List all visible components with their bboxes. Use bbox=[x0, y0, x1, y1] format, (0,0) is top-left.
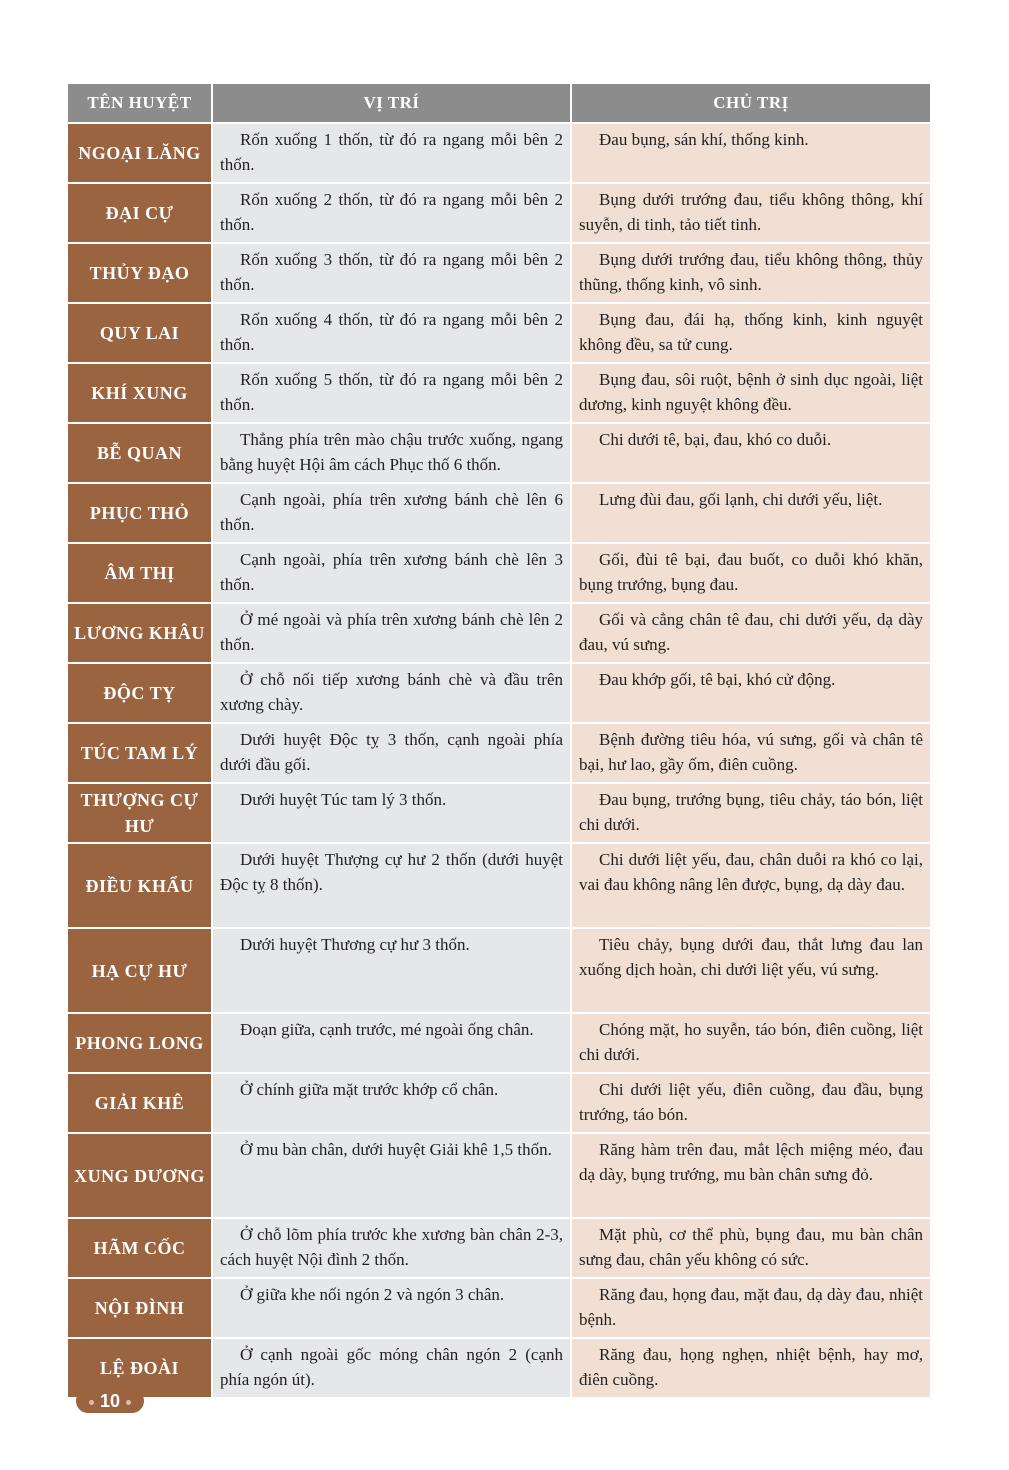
treatment-text: Chi dưới liệt yếu, điên cuồng, đau đầu, bụng trướng, táo bón. bbox=[579, 1080, 923, 1124]
acupoint-treatment bbox=[571, 243, 930, 303]
acupoint-location bbox=[212, 1338, 571, 1397]
location-text: Ở mu bàn chân, dưới huyệt Giải khê 1,5 thốn. bbox=[240, 1140, 552, 1159]
table-row bbox=[68, 1013, 930, 1073]
treatment-text: Mặt phù, cơ thể phù, bụng đau, mu bàn chân sưng đau, chân yếu không có sức. bbox=[579, 1225, 923, 1269]
acupoint-location bbox=[212, 183, 571, 243]
acupoint-name: NGOẠI LĂNG bbox=[68, 123, 212, 183]
location-text: Ở mé ngoài và phía trên xương bánh chè lên 2 thốn. bbox=[220, 610, 563, 654]
table-row bbox=[68, 543, 930, 603]
acupoint-treatment bbox=[571, 928, 930, 1013]
acupoint-location bbox=[212, 303, 571, 363]
acupoint-location bbox=[212, 483, 571, 543]
treatment-text: Răng hàm trên đau, mắt lệch miệng méo, đau dạ dày, bụng trướng, mu bàn chân sưng đỏ. bbox=[579, 1140, 923, 1184]
page-number: 10 bbox=[99, 1391, 121, 1411]
treatment-text: Chi dưới tê, bại, đau, khó co duỗi. bbox=[599, 430, 832, 449]
location-text: Ở chỗ nối tiếp xương bánh chè và đầu trên xương chày. bbox=[220, 670, 563, 714]
acupoint-location bbox=[212, 603, 571, 663]
acupoint-name: THỦY ĐẠO bbox=[68, 243, 212, 303]
dot-icon bbox=[89, 1400, 94, 1405]
header-treatment: CHỦ TRỊ bbox=[571, 84, 930, 123]
header-name: TÊN HUYỆT bbox=[68, 84, 212, 123]
acupoint-name: THƯỢNG CỰ HƯ bbox=[68, 783, 212, 843]
table-row bbox=[68, 928, 930, 1013]
acupoint-location bbox=[212, 363, 571, 423]
treatment-text: Chóng mặt, ho suyễn, táo bón, điên cuồng, liệt chi dưới. bbox=[579, 1020, 923, 1064]
acupoint-name: LỆ ĐOÀI bbox=[68, 1338, 212, 1397]
table-row bbox=[68, 1133, 930, 1218]
acupoint-location bbox=[212, 1013, 571, 1073]
location-text: Rốn xuống 1 thốn, từ đó ra ngang mỗi bên 2 thốn. bbox=[220, 130, 563, 174]
table-row bbox=[68, 243, 930, 303]
acupoint-name: GIẢI KHÊ bbox=[68, 1073, 212, 1133]
acupoint-treatment bbox=[571, 123, 930, 183]
location-text: Rốn xuống 2 thốn, từ đó ra ngang mỗi bên 2 thốn. bbox=[220, 190, 563, 234]
acupoint-treatment bbox=[571, 483, 930, 543]
acupoint-treatment bbox=[571, 663, 930, 723]
acupoint-location bbox=[212, 1133, 571, 1218]
location-text: Rốn xuống 4 thốn, từ đó ra ngang mỗi bên 2 thốn. bbox=[220, 310, 563, 354]
acupoint-treatment bbox=[571, 603, 930, 663]
acupoint-treatment bbox=[571, 1133, 930, 1218]
table-row bbox=[68, 183, 930, 243]
location-text: Dưới huyệt Túc tam lý 3 thốn. bbox=[240, 790, 447, 809]
acupoint-treatment bbox=[571, 1338, 930, 1397]
acupoint-treatment bbox=[571, 543, 930, 603]
acupoint-name: BỄ QUAN bbox=[68, 423, 212, 483]
acupoint-name: HẠ CỰ HƯ bbox=[68, 928, 212, 1013]
acupoint-location bbox=[212, 243, 571, 303]
acupoint-table bbox=[68, 84, 930, 1397]
table-row bbox=[68, 363, 930, 423]
acupoint-location bbox=[212, 843, 571, 928]
acupoint-location bbox=[212, 1073, 571, 1133]
treatment-text: Bụng đau, đái hạ, thống kinh, kinh nguyệt không đều, sa tử cung. bbox=[579, 310, 923, 354]
location-text: Dưới huyệt Thương cự hư 3 thốn. bbox=[240, 935, 470, 954]
location-text: Dưới huyệt Độc tỵ 3 thốn, cạnh ngoài phía dưới đầu gối. bbox=[220, 730, 563, 774]
acupoint-name: ĐẠI CỰ bbox=[68, 183, 212, 243]
location-text: Dưới huyệt Thượng cự hư 2 thốn (dưới huyệt Độc tỵ 8 thốn). bbox=[220, 850, 563, 894]
location-text: Rốn xuống 5 thốn, từ đó ra ngang mỗi bên 2 thốn. bbox=[220, 370, 563, 414]
treatment-text: Răng đau, họng đau, mặt đau, dạ dày đau, nhiệt bệnh. bbox=[579, 1285, 923, 1329]
acupoint-treatment bbox=[571, 1218, 930, 1278]
location-text: Ở cạnh ngoài gốc móng chân ngón 2 (cạnh phía ngón út). bbox=[220, 1345, 563, 1389]
dot-icon bbox=[126, 1400, 131, 1405]
acupoint-name: NỘI ĐÌNH bbox=[68, 1278, 212, 1338]
treatment-text: Chi dưới liệt yếu, đau, chân duỗi ra khó co lại, vai đau không nâng lên được, bụng, dạ dày đau. bbox=[579, 850, 923, 894]
acupoint-name: PHỤC THỎ bbox=[68, 483, 212, 543]
acupoint-name: ĐỘC TỴ bbox=[68, 663, 212, 723]
table-row bbox=[68, 123, 930, 183]
acupoint-location bbox=[212, 423, 571, 483]
table-row bbox=[68, 663, 930, 723]
location-text: Đoạn giữa, cạnh trước, mé ngoài ống chân. bbox=[240, 1020, 534, 1039]
page-content bbox=[68, 84, 930, 1397]
treatment-text: Bệnh đường tiêu hóa, vú sưng, gối và chân tê bại, hư lao, gầy ốm, điên cuồng. bbox=[579, 730, 923, 774]
acupoint-treatment bbox=[571, 1278, 930, 1338]
acupoint-name: ÂM THỊ bbox=[68, 543, 212, 603]
treatment-text: Đau khớp gối, tê bại, khó cử động. bbox=[599, 670, 836, 689]
treatment-text: Gối và cẳng chân tê đau, chi dưới yếu, dạ dày đau, vú sưng. bbox=[579, 610, 923, 654]
acupoint-treatment bbox=[571, 1013, 930, 1073]
acupoint-treatment bbox=[571, 1073, 930, 1133]
table-row bbox=[68, 1218, 930, 1278]
location-text: Ở chính giữa mặt trước khớp cổ chân. bbox=[240, 1080, 499, 1099]
location-text: Cạnh ngoài, phía trên xương bánh chè lên 6 thốn. bbox=[220, 490, 563, 534]
table-row bbox=[68, 783, 930, 843]
acupoint-treatment bbox=[571, 363, 930, 423]
treatment-text: Răng đau, họng nghẹn, nhiệt bệnh, hay mơ, điên cuồng. bbox=[579, 1345, 923, 1389]
location-text: Ở chỗ lõm phía trước khe xương bàn chân 2-3, cách huyệt Nội đình 2 thốn. bbox=[220, 1225, 563, 1269]
table-row bbox=[68, 303, 930, 363]
location-text: Ở giữa khe nối ngón 2 và ngón 3 chân. bbox=[240, 1285, 505, 1304]
acupoint-location bbox=[212, 663, 571, 723]
treatment-text: Bụng dưới trướng đau, tiểu không thông, thủy thũng, thống kinh, vô sinh. bbox=[579, 250, 923, 294]
acupoint-location bbox=[212, 783, 571, 843]
acupoint-treatment bbox=[571, 843, 930, 928]
table-row bbox=[68, 1338, 930, 1397]
table-body bbox=[68, 123, 930, 1397]
acupoint-treatment bbox=[571, 723, 930, 783]
acupoint-name: ĐIỀU KHẨU bbox=[68, 843, 212, 928]
table-row bbox=[68, 1278, 930, 1338]
acupoint-treatment bbox=[571, 303, 930, 363]
treatment-text: Đau bụng, trướng bụng, tiêu chảy, táo bón, liệt chi dưới. bbox=[579, 790, 923, 834]
acupoint-treatment bbox=[571, 183, 930, 243]
table-row bbox=[68, 843, 930, 928]
acupoint-name: XUNG DƯƠNG bbox=[68, 1133, 212, 1218]
location-text: Thẳng phía trên mào chậu trước xuống, ngang bằng huyệt Hội âm cách Phục thố 6 thốn. bbox=[220, 430, 563, 474]
acupoint-treatment bbox=[571, 783, 930, 843]
treatment-text: Lưng đùi đau, gối lạnh, chi dưới yếu, liệt. bbox=[599, 490, 883, 509]
acupoint-location bbox=[212, 123, 571, 183]
treatment-text: Đau bụng, sán khí, thống kinh. bbox=[599, 130, 809, 149]
treatment-text: Bụng đau, sôi ruột, bệnh ở sinh dục ngoài, liệt dương, kinh nguyệt không đều. bbox=[579, 370, 923, 414]
acupoint-location bbox=[212, 543, 571, 603]
acupoint-location bbox=[212, 1218, 571, 1278]
acupoint-name: LƯƠNG KHÂU bbox=[68, 603, 212, 663]
table-row bbox=[68, 603, 930, 663]
table-row bbox=[68, 1073, 930, 1133]
table-row bbox=[68, 723, 930, 783]
table-row bbox=[68, 483, 930, 543]
acupoint-location bbox=[212, 928, 571, 1013]
acupoint-name: TÚC TAM LÝ bbox=[68, 723, 212, 783]
header-location: VỊ TRÍ bbox=[212, 84, 571, 123]
treatment-text: Bụng dưới trướng đau, tiểu không thông, khí suyễn, di tinh, tảo tiết tinh. bbox=[579, 190, 923, 234]
location-text: Rốn xuống 3 thốn, từ đó ra ngang mỗi bên 2 thốn. bbox=[220, 250, 563, 294]
treatment-text: Gối, đùi tê bại, đau buốt, co duỗi khó khăn, bụng trướng, bụng đau. bbox=[579, 550, 923, 594]
acupoint-location bbox=[212, 723, 571, 783]
table-header bbox=[68, 84, 930, 123]
page-number-badge bbox=[76, 1389, 144, 1413]
acupoint-treatment bbox=[571, 423, 930, 483]
treatment-text: Tiêu chảy, bụng dưới đau, thắt lưng đau lan xuống dịch hoàn, chi dưới liệt yếu, vú sưng. bbox=[579, 935, 923, 979]
acupoint-name: HÃM CỐC bbox=[68, 1218, 212, 1278]
acupoint-name: PHONG LONG bbox=[68, 1013, 212, 1073]
acupoint-name: QUY LAI bbox=[68, 303, 212, 363]
acupoint-location bbox=[212, 1278, 571, 1338]
location-text: Cạnh ngoài, phía trên xương bánh chè lên 3 thốn. bbox=[220, 550, 563, 594]
acupoint-name: KHÍ XUNG bbox=[68, 363, 212, 423]
table-row bbox=[68, 423, 930, 483]
